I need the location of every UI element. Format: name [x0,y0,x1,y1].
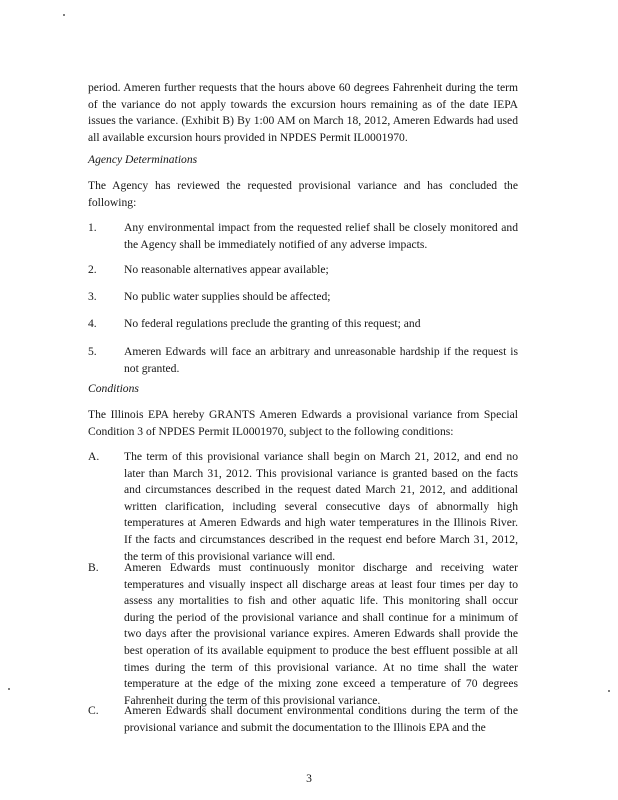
item-text: Any environmental impact from the requested relief shall be closely monitored and the Agency shall be immediately notified of any adverse impacts. [124,221,518,251]
item-number: B. [88,561,99,574]
item-text: The term of this provisional variance shall begin on March 21, 2012, and end no later than March 31, 2012. This provisional variance is granted based on the facts and circumstances described in the request dated March 21, 2012, and additional written clarification, including several consecutive days of abnormally high temperatures at Ameren Edwards and high water temperatures in the Illinois River. If the facts and circumstances described in the request end before March 31, 2012, the term of this provisional variance will end. [124,450,518,563]
section-heading-conditions: Conditions [88,382,139,395]
item-number: C. [88,704,99,717]
scan-speck [608,690,610,692]
item-text: No reasonable alternatives appear available; [124,263,329,276]
item-text: Ameren Edwards will face an arbitrary and unreasonable hardship if the request is not granted. [124,345,518,375]
item-number: A. [88,450,100,463]
item-number: 1. [88,221,97,234]
item-text: Ameren Edwards must continuously monitor discharge and receiving water temperatures and visually inspect all discharge areas at least four times per day to assess any mortalities to fish and other aquatic life. This monitoring shall occur during the period of the provisional variance and shall continue for a minimum of two days after the provisional variance expires. Ameren Edwards shall provide the best operation of its available equipment to produce the best effluent possible at all times during the term of this provisional variance. At no time shall the water temperature at the edge of the mixing zone exceed a temperature of 70 degrees Fahrenheit during the term of this provisional variance. [124,561,518,707]
item-number: 3. [88,290,97,303]
item-text: Ameren Edwards shall document environmental conditions during the term of the provisional variance and submit the documentation to the Illinois EPA and the [124,704,518,734]
scan-speck [63,14,65,16]
item-number: 2. [88,263,97,276]
conditions-intro: The Illinois EPA hereby GRANTS Ameren Edwards a provisional variance from Special Condition 3 of NPDES Permit IL0001970, subject to the following conditions: [88,408,518,438]
intro-paragraph: period. Ameren further requests that the hours above 60 degrees Fahrenheit during the term of the variance do not apply towards the excursion hours remaining as of the date IEPA issues the variance. (Exhibit B) By 1:00 AM on March 18, 2012, Ameren Edwards had used all available excursion hours provided in NPDES Permit IL0001970. [88,81,518,144]
determinations-intro: The Agency has reviewed the requested provisional variance and has concluded the following: [88,179,518,209]
item-number: 4. [88,317,97,330]
item-text: No public water supplies should be affected; [124,290,331,303]
section-heading-agency-determinations: Agency Determinations [88,153,198,166]
page-number: 3 [306,772,312,785]
item-number: 5. [88,345,97,358]
item-text: No federal regulations preclude the granting of this request; and [124,317,421,330]
scan-speck [8,688,10,690]
